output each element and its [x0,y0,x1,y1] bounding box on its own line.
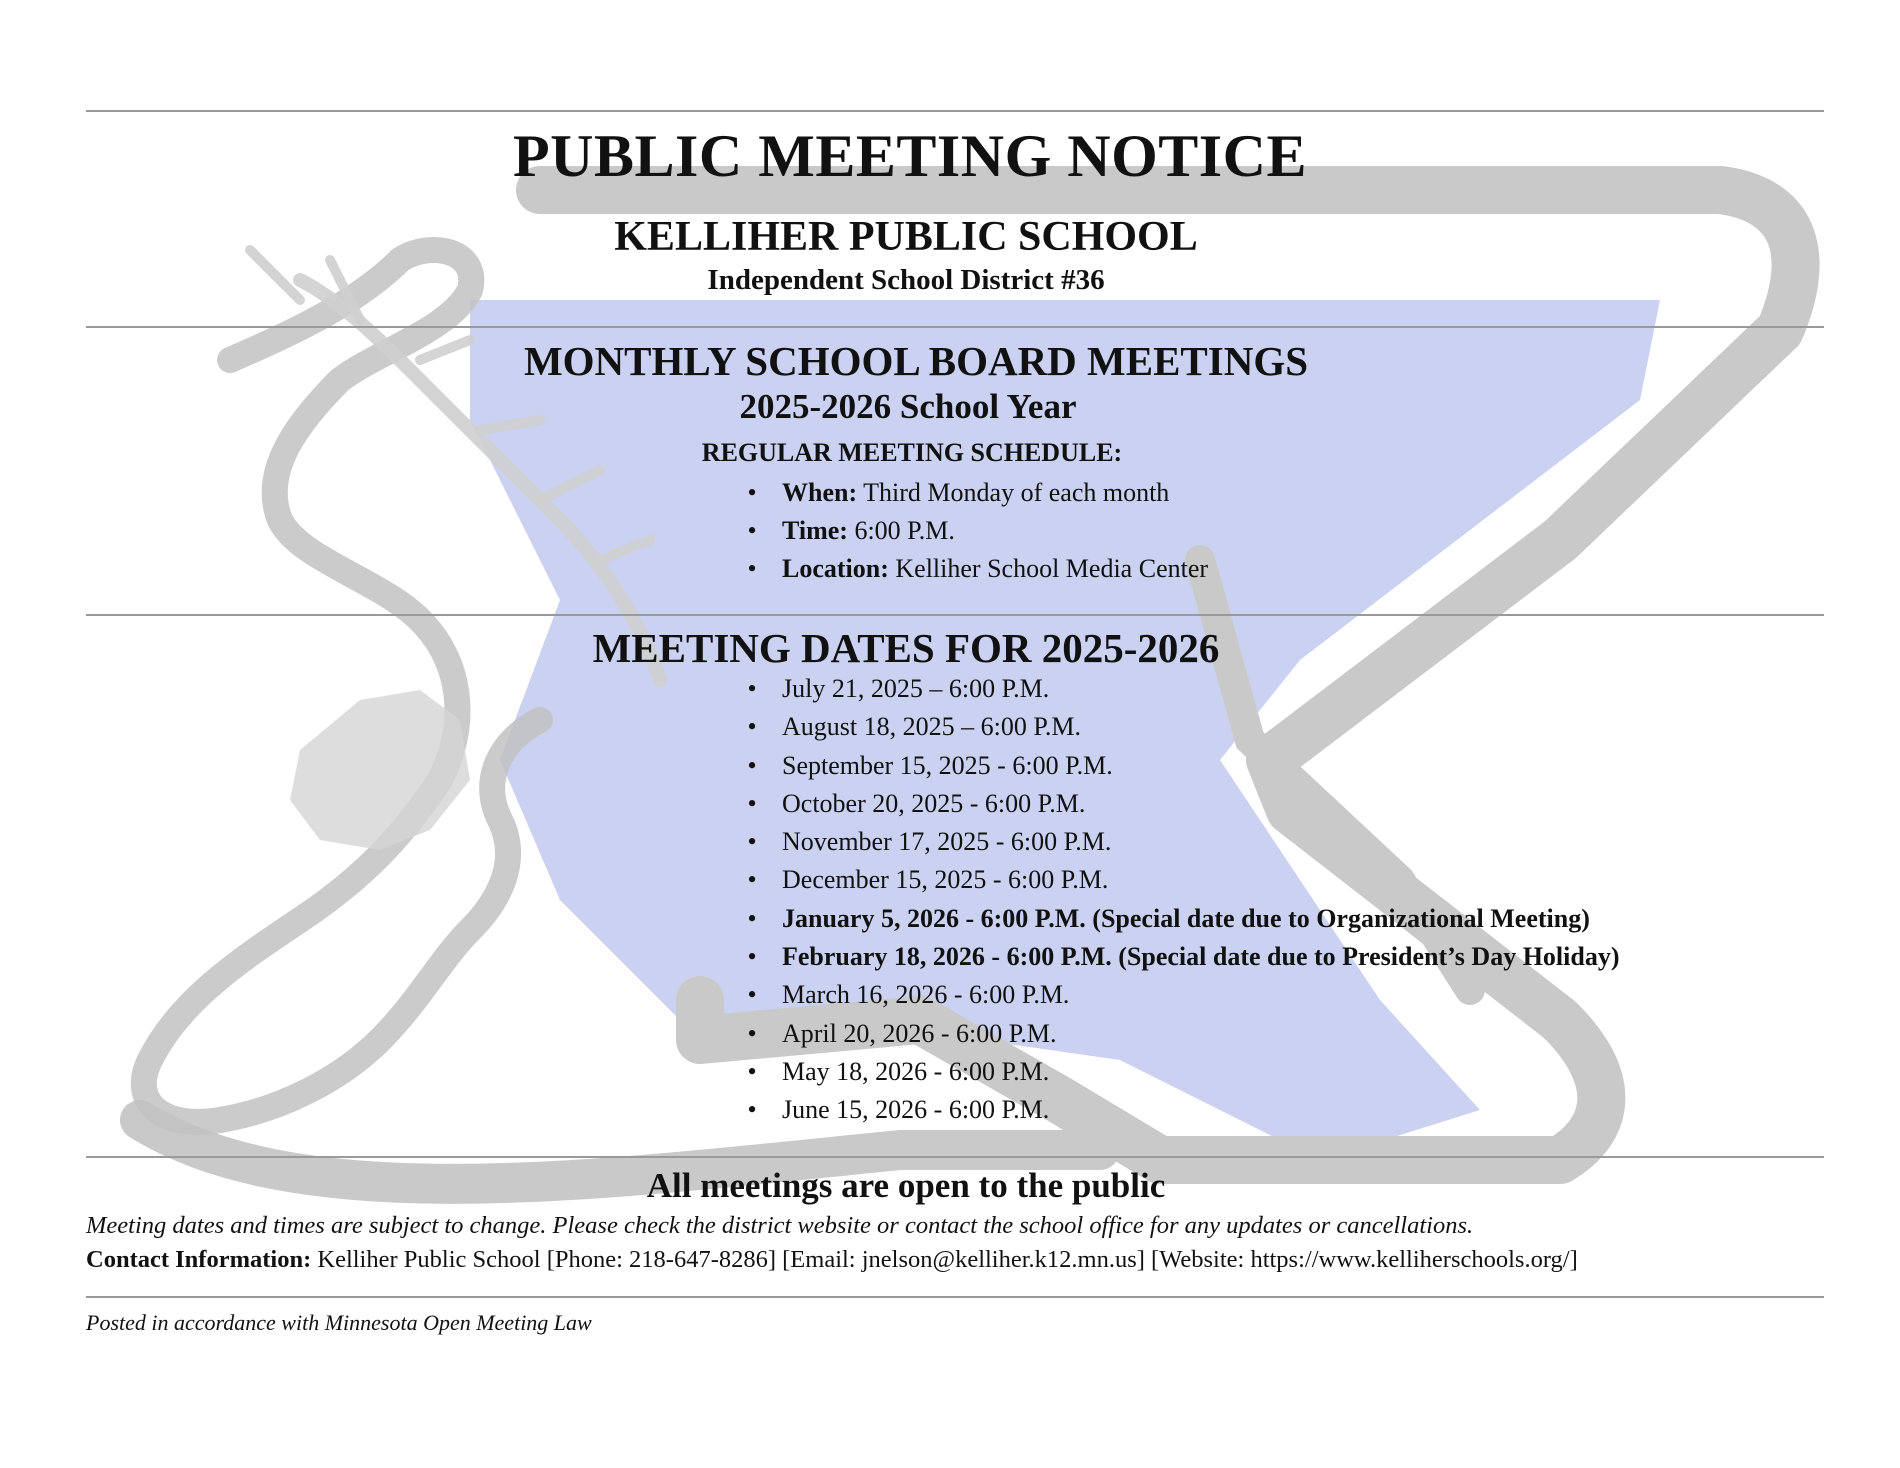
meeting-date-item [742,708,1619,746]
schedule-value: 6:00 P.M. [854,516,955,545]
bullet-icon: • [747,674,757,703]
meeting-date-text: March 16, 2026 - 6:00 P.M. [782,980,1070,1010]
bullet-icon: • [747,478,757,507]
district-name: Independent School District #36 [707,264,1105,296]
schedule-value: Kelliher School Media Center [895,554,1209,583]
bullet-icon: • [747,827,757,857]
bullet-icon: • [747,1095,757,1125]
open-to-public-notice: All meetings are open to the public [646,1166,1166,1205]
page-title: PUBLIC MEETING NOTICE [513,123,1307,189]
schedule-item-location [742,550,1208,588]
change-disclaimer: Meeting dates and times are subject to change. Please check the district website or contact the school office for any updates or cancellations. [86,1212,1474,1239]
section-divider-2 [86,614,1824,616]
contact-details: Kelliher Public School [Phone: 218-647-8286] [Email: jnelson@kelliher.k12.mn.us] [Website: https://www.kelliherschools.org/] [317,1246,1578,1273]
meeting-date-text: November 17, 2025 - 6:00 P.M. [782,827,1112,857]
section-divider-1 [86,326,1824,328]
contact-information [86,1246,1578,1274]
section-divider-3 [86,1156,1824,1158]
meeting-date-text: June 15, 2026 - 6:00 P.M. [782,1095,1050,1125]
posted-statement: Posted in accordance with Minnesota Open Meeting Law [86,1310,592,1335]
schedule-label: Location: [782,554,889,583]
meeting-date-text: January 5, 2026 - 6:00 P.M. (Special date due to Organizational Meeting) [782,903,1590,933]
meeting-date-text: September 15, 2025 - 6:00 P.M. [782,750,1113,780]
bullet-icon: • [747,712,757,742]
bullet-icon: • [747,788,757,818]
bullet-icon: • [747,1056,757,1086]
schedule-value: Third Monday of each month [863,478,1170,507]
meeting-date-item [742,670,1619,708]
bullet-icon: • [747,903,757,933]
bullet-icon: • [747,554,757,583]
meeting-date-item [742,1091,1619,1129]
schedule-heading: REGULAR MEETING SCHEDULE: [701,438,1123,467]
meeting-dates-list [742,670,1619,1130]
meeting-date-item [742,823,1619,861]
bullet-icon: • [747,942,757,972]
meeting-date-item [742,785,1619,823]
meeting-date-text: May 18, 2026 - 6:00 P.M. [782,1056,1050,1086]
meeting-date-item [742,1015,1619,1053]
footer-divider [86,1296,1824,1298]
meeting-date-item [742,976,1619,1014]
top-divider [86,110,1824,112]
schedule-item-time [742,512,1208,550]
school-name: KELLIHER PUBLIC SCHOOL [614,214,1198,260]
meeting-date-item [742,747,1619,785]
meeting-date-item-special [742,900,1619,938]
schedule-label: When: [782,478,858,507]
contact-label: Contact Information: [86,1246,312,1273]
meeting-date-item-special [742,938,1619,976]
meeting-date-text: October 20, 2025 - 6:00 P.M. [782,788,1086,818]
meeting-date-text: August 18, 2025 – 6:00 P.M. [782,712,1082,742]
meeting-date-text: February 18, 2026 - 6:00 P.M. (Special date due to President’s Day Holiday) [782,942,1620,972]
bullet-icon: • [747,750,757,780]
bullet-icon: • [747,980,757,1010]
bullet-icon: • [747,1018,757,1048]
school-year: 2025-2026 School Year [739,387,1077,426]
board-meetings-heading: MONTHLY SCHOOL BOARD MEETINGS [523,338,1309,384]
meeting-dates-heading: MEETING DATES FOR 2025-2026 [592,625,1220,671]
schedule-item-when [742,474,1208,512]
meeting-date-text: April 20, 2026 - 6:00 P.M. [782,1018,1057,1048]
bullet-icon: • [747,865,757,895]
meeting-date-text: December 15, 2025 - 6:00 P.M. [782,865,1109,895]
bullet-icon: • [747,516,757,545]
meeting-date-item [742,1053,1619,1091]
meeting-date-item [742,861,1619,899]
schedule-label: Time: [782,516,848,545]
meeting-date-text: July 21, 2025 – 6:00 P.M. [782,674,1050,703]
schedule-list [742,474,1208,588]
